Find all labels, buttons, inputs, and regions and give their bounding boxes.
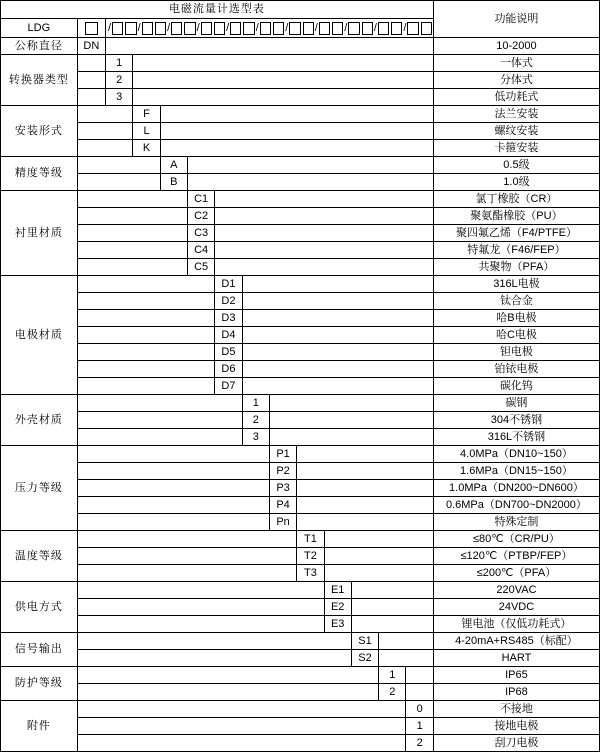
option-code: 1 [242,395,269,412]
table-row [1,650,600,667]
table-row [1,191,600,208]
option-description: 220VAC [433,582,599,599]
option-code: D5 [215,344,242,361]
option-code: E3 [324,616,351,633]
spacer-cell [77,327,215,344]
spacer-cell [77,208,187,225]
spacer-cell [77,157,160,174]
spacer-cell [324,565,433,582]
spacer-cell [77,174,160,191]
option-code: D1 [215,276,242,293]
category-label: 附件 [1,701,78,752]
option-code: S1 [351,633,378,650]
option-description: 不接地 [433,701,599,718]
option-code: C3 [187,225,214,242]
model-slot-group: / / / / / / / / / / / [106,19,434,38]
category-label: 外壳材质 [1,395,78,446]
option-code: S2 [351,650,378,667]
table-row [1,395,600,412]
spacer-cell [77,429,242,446]
table-row [1,633,600,650]
spacer-cell [77,514,269,531]
option-description: 钽电极 [433,344,599,361]
table-row [1,599,600,616]
option-code: P3 [269,480,296,497]
spacer-cell [351,599,433,616]
option-description: 氯丁橡胶（CR） [433,191,599,208]
option-description: 特氟龙（F46/FEP） [433,242,599,259]
option-code: C4 [187,242,214,259]
option-code: D7 [215,378,242,395]
table-row [1,701,600,718]
option-description: 0.5级 [433,157,599,174]
spacer-cell [324,531,433,548]
option-description: ≤80℃（CR/PU） [433,531,599,548]
table-row [1,140,600,157]
spacer-cell [77,497,269,514]
spacer-cell [324,548,433,565]
spacer-cell [77,412,242,429]
option-code: Pn [269,514,296,531]
spacer-cell [269,412,433,429]
option-description: 316L不锈钢 [433,429,599,446]
spacer-cell [77,72,105,89]
spacer-cell [406,667,433,684]
spacer-cell [77,633,351,650]
spacer-cell [242,344,433,361]
option-code: 3 [242,429,269,446]
spacer-cell [77,446,269,463]
option-description: 聚四氟乙烯（F4/PTFE） [433,225,599,242]
spacer-cell [187,157,433,174]
spacer-cell [297,463,434,480]
option-code: 1 [406,718,433,735]
table-row [1,446,600,463]
spacer-cell [77,293,215,310]
spacer-cell [351,582,433,599]
option-code: T1 [297,531,324,548]
option-code: A [160,157,187,174]
table-row [1,667,600,684]
spacer-cell [77,225,187,242]
table-row [1,531,600,548]
spacer-cell [77,463,269,480]
spacer-cell [406,684,433,701]
category-label: 电极材质 [1,276,78,395]
option-code: E2 [324,599,351,616]
option-code: F [133,106,160,123]
table-row [1,412,600,429]
category-label: 转换器类型 [1,55,78,106]
spacer-cell [351,616,433,633]
spacer-cell [215,242,434,259]
spacer-cell [160,123,433,140]
option-description: 分体式 [433,72,599,89]
spacer-cell [269,429,433,446]
table-title: 电磁流量计选型表 [1,1,434,19]
spacer-cell [242,327,433,344]
spacer-cell [77,616,324,633]
table-row [1,123,600,140]
table-row [1,293,600,310]
spacer-cell [77,395,242,412]
table-row [1,429,600,446]
table-row [1,582,600,599]
table-row [1,242,600,259]
option-code: 1 [106,55,133,72]
spacer-cell [77,89,105,106]
table-row [1,548,600,565]
option-description: ≤120℃（PTBP/FEP） [433,548,599,565]
table-row [1,174,600,191]
spacer-cell [133,72,434,89]
spacer-cell [77,684,378,701]
table-row [1,735,600,752]
table-row [1,38,600,55]
option-description: 一体式 [433,55,599,72]
table-row [1,344,600,361]
spacer-cell [77,735,406,752]
table-row [1,225,600,242]
option-description: 碳化钨 [433,378,599,395]
option-code: 2 [379,684,406,701]
option-code: T3 [297,565,324,582]
option-description: 共聚物（PFA） [433,259,599,276]
option-description: 304不锈钢 [433,412,599,429]
option-code: 2 [406,735,433,752]
category-label: 精度等级 [1,157,78,191]
category-label: 安装形式 [1,106,78,157]
option-code: B [160,174,187,191]
option-code: L [133,123,160,140]
spacer-cell [77,242,187,259]
table-row [1,89,600,106]
table-row [1,718,600,735]
spacer-cell [77,718,406,735]
option-code: K [133,140,160,157]
option-description: 哈C电极 [433,327,599,344]
table-row [1,72,600,89]
spacer-cell [77,531,297,548]
option-description: IP65 [433,667,599,684]
option-description: 4-20mA+RS485（标配） [433,633,599,650]
option-code: D2 [215,293,242,310]
option-code: C1 [187,191,214,208]
spacer-cell [187,174,433,191]
option-code: P4 [269,497,296,514]
option-code: E1 [324,582,351,599]
table-row [1,259,600,276]
spacer-cell [160,140,433,157]
spacer-cell [77,276,215,293]
option-description: 1.0级 [433,174,599,191]
spacer-cell [160,106,433,123]
table-row [1,565,600,582]
option-description: IP68 [433,684,599,701]
spacer-cell [77,361,215,378]
table-row [1,55,600,72]
spacer-cell [379,633,434,650]
spacer-cell [215,191,434,208]
spacer-cell [242,361,433,378]
spacer-cell [133,55,434,72]
category-label: 衬里材质 [1,191,78,276]
option-description: 碳钢 [433,395,599,412]
option-code: 3 [106,89,133,106]
option-description: 螺纹安装 [433,123,599,140]
spacer-cell [77,106,133,123]
category-label: 压力等级 [1,446,78,531]
option-description: 1.0MPa（DN200~DN600） [433,480,599,497]
table-row [1,463,600,480]
table-row [1,327,600,344]
spacer-cell [77,599,324,616]
table-row [1,157,600,174]
option-description: 1.6MPa（DN15~150） [433,463,599,480]
spacer-cell [106,38,434,55]
option-description: 聚氨酯橡胶（PU） [433,208,599,225]
spacer-cell [77,701,406,718]
spacer-cell [215,225,434,242]
spacer-cell [77,582,324,599]
spacer-cell [269,395,433,412]
table-row [1,497,600,514]
option-description: 铂铱电极 [433,361,599,378]
option-description: 4.0MPa（DN10~150） [433,446,599,463]
option-code: 2 [242,412,269,429]
function-description-header: 功能说明 [433,1,599,38]
model-prefix: LDG [1,19,78,38]
option-description: 刮刀电极 [433,735,599,752]
option-code: D3 [215,310,242,327]
option-description: 哈B电极 [433,310,599,327]
option-code: C2 [187,208,214,225]
option-description: 10-2000 [433,38,599,55]
option-code: P1 [269,446,296,463]
spacer-cell [297,446,434,463]
spacer-cell [77,344,215,361]
option-description: 接地电极 [433,718,599,735]
spacer-cell [242,276,433,293]
table-row [1,208,600,225]
category-label: 信号输出 [1,633,78,667]
spacer-cell [242,378,433,395]
spacer-cell [77,548,297,565]
table-row [1,361,600,378]
spacer-cell [77,667,378,684]
option-code: T2 [297,548,324,565]
option-description: 卡箍安装 [433,140,599,157]
option-code: 2 [106,72,133,89]
spacer-cell [77,123,133,140]
category-label: 温度等级 [1,531,78,582]
option-code: 0 [406,701,433,718]
option-description: 锂电池（仅低功耗式） [433,616,599,633]
option-code: D4 [215,327,242,344]
category-label: 防护等级 [1,667,78,701]
spacer-cell [242,310,433,327]
table-row [1,106,600,123]
option-description: 24VDC [433,599,599,616]
spacer-cell [215,208,434,225]
option-description: 0.6MPa（DN700~DN2000） [433,497,599,514]
table-row [1,480,600,497]
spacer-cell [77,378,215,395]
option-code: C5 [187,259,214,276]
option-description: 特殊定制 [433,514,599,531]
spacer-cell [77,310,215,327]
table-row [1,514,600,531]
table-row [1,310,600,327]
option-description: 316L电极 [433,276,599,293]
table-row [1,616,600,633]
option-code: D6 [215,361,242,378]
spacer-cell [133,89,434,106]
table-row [1,378,600,395]
option-description: 钛合金 [433,293,599,310]
table-row [1,684,600,701]
option-code: 1 [379,667,406,684]
option-description: ≤200℃（PFA） [433,565,599,582]
spacer-cell [77,140,133,157]
model-slot-first [77,19,105,38]
spacer-cell [297,480,434,497]
spacer-cell [242,293,433,310]
spacer-cell [77,650,351,667]
spacer-cell [77,480,269,497]
table-row [1,276,600,293]
spacer-cell [77,259,187,276]
spacer-cell [77,565,297,582]
option-description: 低功耗式 [433,89,599,106]
spacer-cell [379,650,434,667]
category-label: 公称直径 [1,38,78,55]
option-description: 法兰安装 [433,106,599,123]
category-label: 供电方式 [1,582,78,633]
spacer-cell [215,259,434,276]
option-code: DN [77,38,105,55]
option-code: P2 [269,463,296,480]
spacer-cell [297,497,434,514]
spacer-cell [77,55,105,72]
spacer-cell [297,514,434,531]
option-description: HART [433,650,599,667]
spacer-cell [77,191,187,208]
